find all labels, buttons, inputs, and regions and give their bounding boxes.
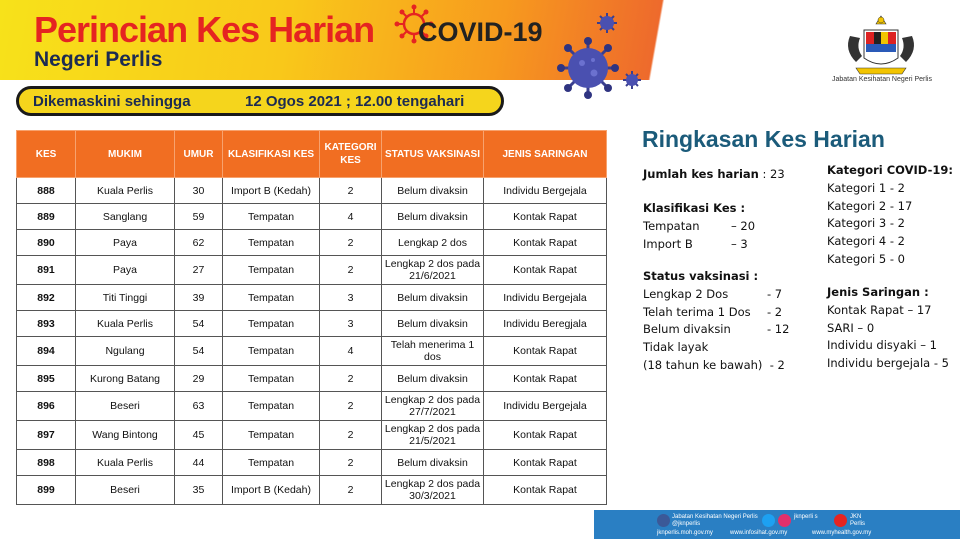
screening-type-cell: Kontak Rapat xyxy=(484,204,607,230)
mukim-cell: Paya xyxy=(76,230,175,256)
screening-type-cell: Kontak Rapat xyxy=(484,421,607,450)
vaccination-item: Tidak layak xyxy=(643,340,709,355)
screening-type-cell: Individu Bergejala xyxy=(484,392,607,421)
vaccination-item: (18 tahun ke bawah) - 2 xyxy=(643,357,785,372)
website-link[interactable]: www.infosihat.gov.my xyxy=(730,530,788,536)
mukim-cell: Kurong Batang xyxy=(76,366,175,392)
screening-type-cell: Kontak Rapat xyxy=(484,450,607,476)
screening-type-cell: Kontak Rapat xyxy=(484,366,607,392)
vaccination-status-cell: Lengkap 2 dos pada 21/5/2021 xyxy=(382,421,484,450)
age-cell: 45 xyxy=(175,421,223,450)
screening-item: Kontak Rapat – 17 xyxy=(827,302,932,317)
vaccination-status-cell: Belum divaksin xyxy=(382,178,484,204)
vaccination-status-cell: Telah menerima 1 dos xyxy=(382,337,484,366)
category-item: Kategori 4 - 2 xyxy=(827,234,905,249)
category-block xyxy=(827,162,953,269)
category-cell: 2 xyxy=(320,421,382,450)
vaccination-status-cell: Belum divaksin xyxy=(382,204,484,230)
category-cell: 2 xyxy=(320,392,382,421)
cases-table xyxy=(16,130,607,505)
mukim-cell: Titi Tinggi xyxy=(76,285,175,311)
screening-heading: Jenis Saringan : xyxy=(827,285,929,299)
instagram-icon[interactable] xyxy=(778,514,791,527)
mukim-cell: Wang Bintong xyxy=(76,421,175,450)
age-cell: 39 xyxy=(175,285,223,311)
vaccination-status-cell: Belum divaksin xyxy=(382,285,484,311)
table-row xyxy=(17,366,607,392)
table-row xyxy=(17,450,607,476)
category-cell: 2 xyxy=(320,230,382,256)
vaccination-status-cell: Belum divaksin xyxy=(382,311,484,337)
table-row xyxy=(17,476,607,505)
facebook-handle[interactable]: @jknperlis xyxy=(672,521,701,527)
virus-small-icon xyxy=(596,12,618,34)
table-row xyxy=(17,311,607,337)
covid-label: COVID-19 xyxy=(418,17,543,47)
instagram-line1[interactable]: JKN xyxy=(850,514,862,520)
column-header: STATUS VAKSINASI xyxy=(382,131,484,178)
case-number-cell: 894 xyxy=(17,337,76,366)
table-row xyxy=(17,337,607,366)
malaysia-crest-icon xyxy=(836,10,926,84)
case-number-cell: 889 xyxy=(17,204,76,230)
column-header: JENIS SARINGAN xyxy=(484,131,607,178)
age-cell: 29 xyxy=(175,366,223,392)
vaccination-status-cell: Lengkap 2 dos pada 27/7/2021 xyxy=(382,392,484,421)
classification-cell: Tempatan xyxy=(223,421,320,450)
screening-type-cell: Individu Beregjala xyxy=(484,311,607,337)
category-item: Kategori 5 - 0 xyxy=(827,251,905,266)
website-link[interactable]: www.myhealth.gov.my xyxy=(812,530,872,536)
category-heading: Kategori COVID-19: xyxy=(827,163,953,177)
table-row xyxy=(17,285,607,311)
classification-cell: Tempatan xyxy=(223,311,320,337)
column-header: UMUR xyxy=(175,131,223,178)
classification-block xyxy=(643,200,755,253)
total-cases xyxy=(643,166,785,184)
table-header-row xyxy=(17,131,607,178)
facebook-link[interactable]: Jabatan Kesihatan Negeri Perlis xyxy=(672,514,758,520)
screening-type-cell: Individu Bergejala xyxy=(484,178,607,204)
virus-small-icon-2 xyxy=(622,70,642,90)
classification-cell: Tempatan xyxy=(223,230,320,256)
column-header: KES xyxy=(17,131,76,178)
screening-item: SARI – 0 xyxy=(827,320,875,335)
vaccination-status-cell: Belum divaksin xyxy=(382,366,484,392)
case-number-cell: 897 xyxy=(17,421,76,450)
category-cell: 2 xyxy=(320,450,382,476)
table-row xyxy=(17,230,607,256)
classification-cell: Tempatan xyxy=(223,392,320,421)
category-cell: 4 xyxy=(320,204,382,230)
screening-type-cell: Individu Bergejala xyxy=(484,285,607,311)
category-cell: 2 xyxy=(320,256,382,285)
classification-cell: Tempatan xyxy=(223,450,320,476)
case-number-cell: 898 xyxy=(17,450,76,476)
category-cell: 4 xyxy=(320,337,382,366)
page-subtitle: Negeri Perlis xyxy=(34,48,163,71)
crest-label: Jabatan Kesihatan Negeri Perlis xyxy=(831,76,932,83)
vaccination-status-cell: Lengkap 2 dos pada 21/6/2021 xyxy=(382,256,484,285)
screening-item: Individu disyaki – 1 xyxy=(827,338,937,353)
youtube-icon[interactable] xyxy=(834,514,847,527)
age-cell: 27 xyxy=(175,256,223,285)
vaccination-status-cell: Belum divaksin xyxy=(382,450,484,476)
vaccination-item: Lengkap 2 Dos - 7 xyxy=(643,286,783,301)
age-cell: 62 xyxy=(175,230,223,256)
classification-cell: Tempatan xyxy=(223,256,320,285)
age-cell: 59 xyxy=(175,204,223,230)
case-number-cell: 890 xyxy=(17,230,76,256)
updated-box xyxy=(16,86,504,116)
page-title: Perincian Kes Harian xyxy=(34,9,375,50)
vaccination-status-cell: Lengkap 2 dos xyxy=(382,230,484,256)
classification-cell: Tempatan xyxy=(223,204,320,230)
classification-cell: Tempatan xyxy=(223,337,320,366)
table-row xyxy=(17,256,607,285)
category-item: Kategori 1 - 2 xyxy=(827,180,905,195)
column-header: KATEGORI KES xyxy=(320,131,382,178)
table-row xyxy=(17,392,607,421)
classification-item: Import B – 3 xyxy=(643,236,748,251)
case-number-cell: 899 xyxy=(17,476,76,505)
updated-label: Dikemaskini sehingga xyxy=(33,93,191,110)
age-cell: 63 xyxy=(175,392,223,421)
vaccination-block xyxy=(643,268,789,375)
vaccination-item: Telah terima 1 Dos - 2 xyxy=(643,304,783,319)
category-item: Kategori 2 - 17 xyxy=(827,198,913,213)
category-cell: 2 xyxy=(320,178,382,204)
screening-type-cell: Kontak Rapat xyxy=(484,337,607,366)
mukim-cell: Ngulang xyxy=(76,337,175,366)
vaccination-item: Belum divaksin - 12 xyxy=(643,322,790,337)
total-cases-value: : 23 xyxy=(762,167,785,181)
case-number-cell: 891 xyxy=(17,256,76,285)
mukim-cell: Paya xyxy=(76,256,175,285)
case-number-cell: 895 xyxy=(17,366,76,392)
category-cell: 2 xyxy=(320,476,382,505)
table-row xyxy=(17,421,607,450)
case-number-cell: 892 xyxy=(17,285,76,311)
category-item: Kategori 3 - 2 xyxy=(827,216,905,231)
vaccination-heading: Status vaksinasi : xyxy=(643,269,759,283)
mukim-cell: Sanglang xyxy=(76,204,175,230)
classification-cell: Tempatan xyxy=(223,285,320,311)
classification-cell: Import B (Kedah) xyxy=(223,178,320,204)
screening-item: Individu bergejala - 5 xyxy=(827,356,949,371)
virus-large-icon xyxy=(556,36,620,100)
category-cell: 3 xyxy=(320,285,382,311)
mukim-cell: Kuala Perlis xyxy=(76,450,175,476)
website-link[interactable]: jknperlis.moh.gov.my xyxy=(657,530,713,536)
classification-item: Tempatan – 20 xyxy=(643,218,756,233)
classification-heading: Klasifikasi Kes : xyxy=(643,201,746,215)
age-cell: 54 xyxy=(175,311,223,337)
updated-value: 12 Ogos 2021 ; 12.00 tengahari xyxy=(245,93,465,110)
case-number-cell: 893 xyxy=(17,311,76,337)
age-cell: 54 xyxy=(175,337,223,366)
mukim-cell: Beseri xyxy=(76,392,175,421)
facebook-icon[interactable] xyxy=(657,514,670,527)
age-cell: 35 xyxy=(175,476,223,505)
footer xyxy=(0,502,960,539)
summary-title: Ringkasan Kes Harian xyxy=(642,126,885,152)
age-cell: 30 xyxy=(175,178,223,204)
table-row xyxy=(17,178,607,204)
column-header: KLASIFIKASI KES xyxy=(223,131,320,178)
table-row xyxy=(17,204,607,230)
twitter-handle[interactable]: jknperli s xyxy=(794,514,818,520)
category-cell: 3 xyxy=(320,311,382,337)
age-cell: 44 xyxy=(175,450,223,476)
classification-cell: Tempatan xyxy=(223,366,320,392)
screening-block xyxy=(827,284,949,373)
category-cell: 2 xyxy=(320,366,382,392)
screening-type-cell: Kontak Rapat xyxy=(484,230,607,256)
instagram-line2[interactable]: Perlis xyxy=(850,521,866,527)
mukim-cell: Beseri xyxy=(76,476,175,505)
case-number-cell: 888 xyxy=(17,178,76,204)
screening-type-cell: Kontak Rapat xyxy=(484,476,607,505)
vaccination-status-cell: Lengkap 2 dos pada 30/3/2021 xyxy=(382,476,484,505)
column-header: MUKIM xyxy=(76,131,175,178)
screening-type-cell: Kontak Rapat xyxy=(484,256,607,285)
mukim-cell: Kuala Perlis xyxy=(76,311,175,337)
mukim-cell: Kuala Perlis xyxy=(76,178,175,204)
total-cases-label: Jumlah kes harian xyxy=(643,167,759,181)
classification-cell: Import B (Kedah) xyxy=(223,476,320,505)
twitter-icon[interactable] xyxy=(762,514,775,527)
case-number-cell: 896 xyxy=(17,392,76,421)
